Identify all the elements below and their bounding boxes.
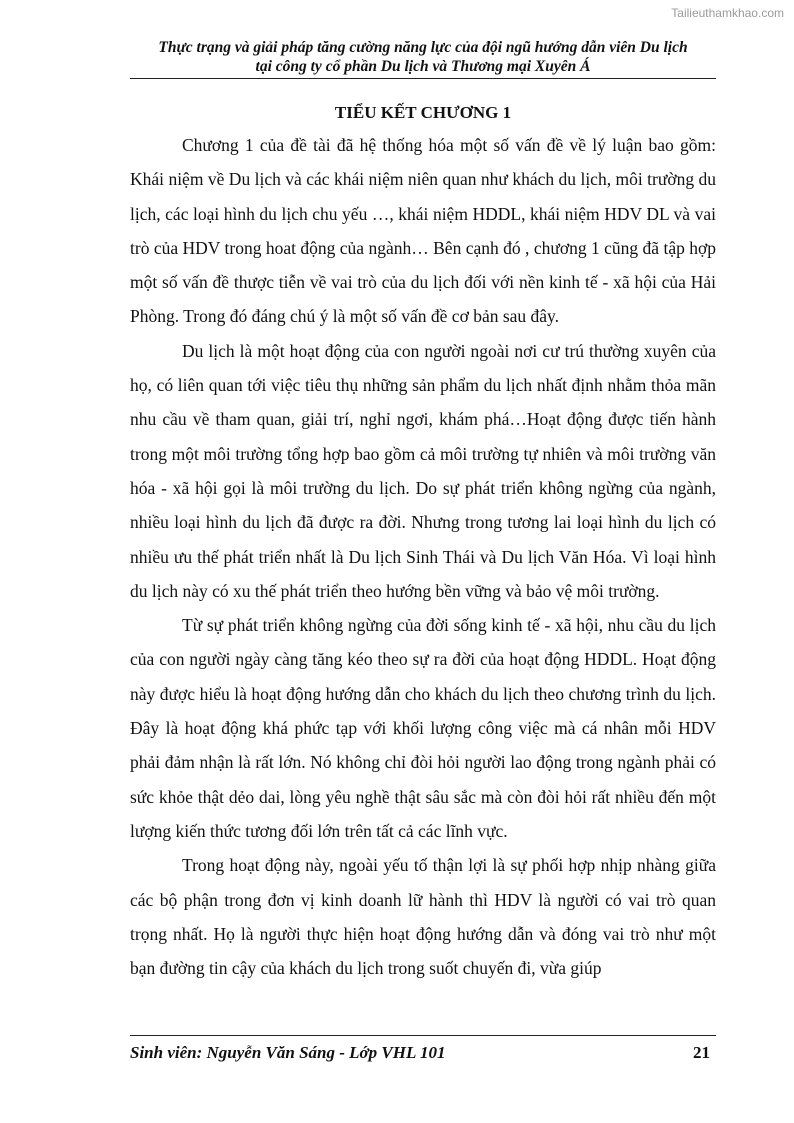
header-line-1: Thực trạng và giải pháp tăng cường năng lực của đội ngũ hướng dẫn viên Du lịch: [158, 39, 688, 56]
section-title: TIỂU KẾT CHƯƠNG 1: [334, 103, 512, 122]
paragraph: Chương 1 của đề tài đã hệ thống hóa một số vấn đề về lý luận bao gồm: Khái niệm về Du lịch và các khái niệm niên quan như khách du lịch, môi trường du lịch, các loại hình du lịch chu yếu …, khái niệm HDDL, khái niệm HDV DL và vai trò của HDV trong hoat động của ngành… Bên cạnh đó , chương 1 cũng đã tập hợp một số vấn đề thược tiễn về vai trò của du lịch đối với nền kinh tế - xã hội của Hải Phòng. Trong đó đáng chú ý là một số vấn đề cơ bản sau đây.: [130, 135, 716, 327]
header-line-2: tại công ty cổ phần Du lịch và Thương mại Xuyên Á: [255, 58, 591, 75]
header-divider: [130, 78, 716, 79]
page-number: 21: [693, 1043, 710, 1062]
page-footer: [130, 1043, 716, 1067]
body-text: [130, 128, 716, 985]
watermark: Tailieuthamkhao.com: [671, 6, 784, 20]
paragraph: Trong hoạt động này, ngoài yếu tố thận lợi là sự phối hợp nhịp nhàng giữa các bộ phận trong đơn vị kinh doanh lữ hành thì HDV là người có vai trò quan trọng nhất. Họ là người thực hiện hoạt động hướng dẫn và đóng vai trò như một bạn đường tin cậy của khách du lịch trong suốt chuyến đi, vừa giúp: [130, 855, 716, 979]
footer-student: Sinh viên: Nguyễn Văn Sáng - Lớp VHL 101: [130, 1043, 446, 1062]
paragraph: Du lịch là một hoạt động của con người ngoài nơi cư trú thường xuyên của họ, có liên quan tới việc tiêu thụ những sản phẩm du lịch nhất định nhằm thỏa mãn nhu cầu về tham quan, giải trí, nghỉ ngơi, khám phá…Hoạt động được tiến hành trong một môi trường tổng hợp bao gồm cả môi trường tự nhiên và môi trường văn hóa - xã hội gọi là môi trường du lịch. Do sự phát triển không ngừng của ngành, nhiều loại hình du lịch đã được ra đời. Nhưng trong tương lai loại hình du lịch có nhiều ưu thế phát triển nhất là Du lịch Sinh Thái và Du lịch Văn Hóa. Vì loại hình du lịch này có xu thế phát triển theo hướng bền vững và bảo vệ môi trường.: [130, 340, 716, 601]
footer-divider: [130, 1035, 716, 1036]
running-header: [130, 38, 716, 76]
paragraph: Từ sự phát triển không ngừng của đời sống kinh tế - xã hội, nhu cầu du lịch của con người ngày càng tăng kéo theo sự ra đời của hoạt động HDDL. Hoạt động này được hiểu là hoạt động hướng dẫn cho khách du lịch theo chương trình du lịch. Đây là hoạt động khá phức tạp với khối lượng công việc mà cá nhân mỗi HDV phải đảm nhận là rất lớn. Nó không chỉ đòi hỏi người lao động trong ngành phải có sức khỏe thật dẻo dai, lòng yêu nghề thật sâu sắc mà còn đòi hỏi rất nhiều đến một lượng kiến thức tương đối lớn trên tất cả các lĩnh vực.: [130, 615, 716, 841]
